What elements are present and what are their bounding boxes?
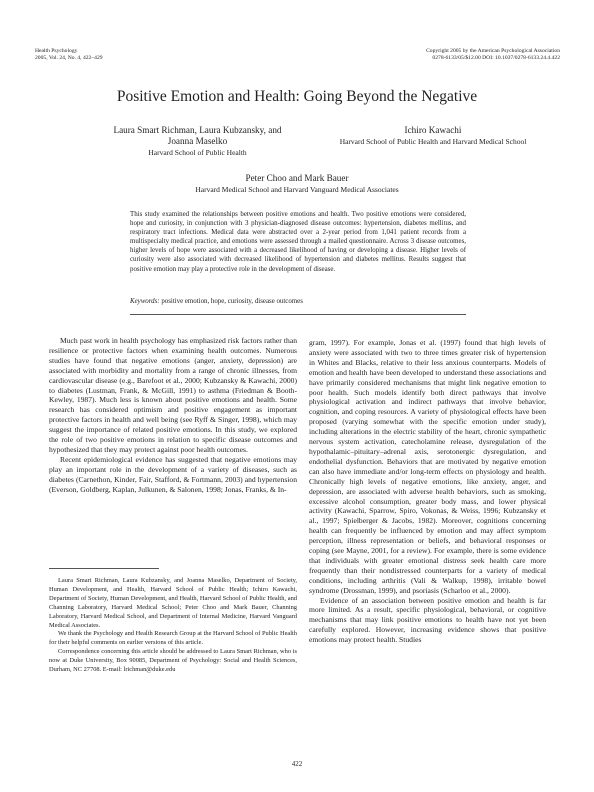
author-affiliation-right: Harvard School of Public Health and Harvard Medical School — [339, 137, 527, 146]
volume-info: 2005, Vol. 24, No. 4, 422–429 — [35, 55, 103, 61]
author-block-left — [70, 125, 325, 158]
keywords — [130, 298, 466, 305]
body-column-left — [49, 336, 297, 495]
author-names-1: Laura Smart Richman, Laura Kubzansky, and — [113, 125, 282, 135]
author-affiliation-center: Harvard Medical School and Harvard Vanguard Medical Associates — [195, 185, 399, 194]
abstract-divider — [130, 314, 466, 315]
keywords-text: positive emotion, hope, curiosity, disease outcomes — [159, 298, 303, 305]
copyright-line: Copyright 2005 by the American Psychological Association — [426, 48, 560, 54]
body-column-right — [309, 338, 546, 645]
page-number: 422 — [291, 760, 303, 768]
author-names-2: Joanna Maselko — [167, 136, 228, 146]
keywords-label: Keywords: — [130, 298, 160, 305]
body-paragraph: Recent epidemiological evidence has suggested that negative emotions may play an important role in the development of a variety of diseases, such as diabetes (Carnethon, Kinder, Fair, Stafford, & Fortmann, 2003) and hypertension (Everson, Goldberg, Kaplan, Julkunen, & Salonen, 1998; Jonas, Franks, & In- — [49, 454, 297, 494]
body-paragraph: gram, 1997). For example, Jonas et al. (1997) found that high levels of anxiety were associated with two to three times greater risk of hypertension in Whites and Blacks, relative to their less anxious counterparts. Models of emotion and health have been developed to understand these associations and have primarily considered mechanisms that might link negative emotion to poor health. Such models identify both direct pathways that involve physiological activation and indirect pathways that involve behavior, cognition, and coping resources. A variety of physiological effects have been proposed (varying somewhat with the specific emotion under study), including alterations in the electric stability of the heart, chronic sympathetic nervous system activation, catecholamine release, dysregulation of the hypothalamic–pituitary–adrenal axis, serotonergic dysregulation, and endothelial dysfunction. Behaviors that are motivated by negative emotion can also have immediate and/or long-term effects on physiology and health. Chronically high levels of negative emotions, like anxiety, anger, and depression, are associated with adverse health behaviors, such as smoking, excessive alcohol consumption, greater body mass, and lower physical activity (Kawachi, Sparrow, Spiro, Vokonas, & Weiss, 1996; Kubzansky et al., 1997; Spielberger & Jacobs, 1982). Moreover, cognitions concerning health can frequently be influenced by emotion and may affect symptom perception, illness representation or beliefs, and behavioral responses or coping (see Mayne, 2001, for a review). For example, there is some evidence that individuals with greater emotional distress seek health care more frequently than their nondistressed counterparts for a variety of medical conditions, including arthritis (Vali & Walkup, 1998), irritable bowel syndrome (Drossman, 1999), and psoriasis (Scharloo et al., 2000). — [309, 338, 546, 595]
abstract: This study examined the relationships between positive emotions and health. Two positive emotions were considered, hope and curiosity, in conjunction with 3 physician-diagnosed disease outcomes: hypertension, diabetes mellitus, and respiratory tract infections. Medical data were abstracted over a 2-year period from 1,041 patient records from a multispecialty medical practice, and emotions were assessed through a mailed questionnaire. Across 3 disease outcomes, higher levels of hope were associated with a decreased likelihood of having or developing a disease. Higher levels of curiosity were also associated with decreased likelihood of hypertension and diabetes mellitus. Results suggest that positive emotion may play a protective role in the development of disease. — [130, 211, 466, 273]
body-paragraph: Much past work in health psychology has emphasized risk factors rather than resilience or protective factors when examining health outcomes. Numerous studies have found that negative emotions (anger, anxiety, depression) are associated with morbidity and mortality from a range of chronic illnesses, from cardiovascular disease (e.g., Barefoot et al., 2000; Kubzansky & Kawachi, 2000) to diabetes (Lustman, Frank, & McGill, 1991) to asthma (Friedman & Booth-Kewley, 1987). Much less is known about positive emotions and health. Some research has considered optimism and positive engagement as important protective factors in health and well being (see Ryff & Singer, 1998), which may suggest the importance of related positive emotions. In this study, we explored the role of two positive emotions in relation to specific disease outcomes and hypothesized that they may protect against poor health outcomes. — [49, 336, 297, 454]
body-paragraph: Evidence of an association between positive emotion and health is far more limited. As a result, specific physiological, behavioral, or cognitive mechanisms that may link positive emotions to health have not yet been carefully explored. However, increasing evidence shows that positive emotions may protect health. Studies — [309, 595, 546, 645]
footnote-divider — [49, 568, 159, 569]
footnotes — [49, 577, 297, 675]
article-title: Positive Emotion and Health: Going Beyond the Negative — [116, 88, 478, 105]
journal-name: Health Psychology — [35, 48, 78, 54]
author-affiliation-left: Harvard School of Public Health — [148, 148, 247, 157]
footnote-acknowledgments: We thank the Psychology and Health Research Group at the Harvard School of Public Health for their helpful comments on earlier versions of this article. — [49, 630, 297, 647]
author-names-right: Ichiro Kawachi — [404, 125, 462, 135]
doi-line: 0278-6133/05/$12.00 DOI: 10.1037/0278-6133.24.4.422 — [432, 55, 560, 61]
author-names-center: Peter Choo and Mark Bauer — [245, 173, 349, 183]
running-header-right — [340, 48, 560, 62]
footnote-correspondence: Correspondence concerning this article should be addressed to Laura Smart Richman, who is now at Duke University, Box 90085, Department of Psychology: Social and Health Sciences, Durham, NC 27708. E-mail: lrichman@duke.edu — [49, 648, 297, 674]
footnote-affiliations: Laura Smart Richman, Laura Kubzansky, and Joanna Maselko, Department of Society, Human Development, and Health, Harvard School of Public Health; Ichiro Kawachi, Department of Society, Human Development, and Health, Harvard School of Public Health, and Channing Laboratory, Harvard Medical School; Peter Choo and Mark Bauer, Channing Laboratory, Harvard Medical School, and Department of Internal Medicine, Harvard Vanguard Medical Associates. — [49, 577, 297, 629]
author-block-center — [0, 173, 594, 195]
running-header-left — [35, 48, 195, 62]
author-block-right — [300, 125, 566, 147]
